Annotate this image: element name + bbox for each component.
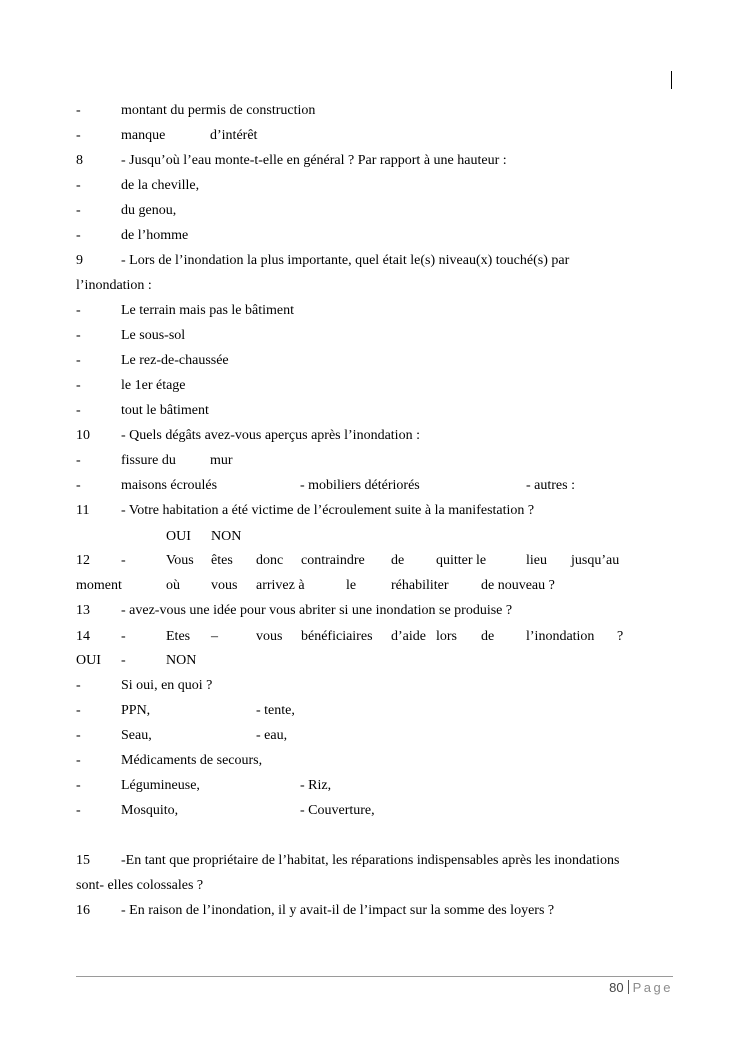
line-12-text: le 1er étage [121, 378, 186, 393]
line-12-marker: - [76, 378, 81, 393]
line-16-text: - mobiliers détériorés [300, 478, 420, 493]
line-15-text: fissure du [121, 453, 176, 468]
text-cursor-mark [671, 71, 672, 89]
line-13-text: tout le bâtiment [121, 403, 209, 418]
line-28-text: Légumineuse, [121, 778, 200, 793]
line-30-marker: 15 [76, 853, 90, 868]
line-29-text: Mosquito, [121, 803, 179, 818]
line-13-marker: - [76, 403, 81, 418]
line-22-text: – [211, 629, 218, 644]
line-25-text: PPN, [121, 703, 151, 718]
line-28-text: - Riz, [300, 778, 332, 793]
line-30-text: -En tant que propriétaire de l’habitat, les réparations indispensables après les inondations [121, 853, 620, 868]
line-27-marker: - [76, 753, 81, 768]
line-11-text: Le rez-de-chaussée [121, 353, 229, 368]
line-20-text: de nouveau ? [481, 578, 555, 593]
line-32-marker: 16 [76, 903, 90, 918]
page-footer [609, 980, 673, 995]
line-27-text: Médicaments de secours, [121, 753, 263, 768]
line-19-text: jusqu’au [571, 553, 620, 568]
line-28-marker: - [76, 778, 81, 793]
line-19-text: quitter le [436, 553, 487, 568]
line-11-marker: - [76, 353, 81, 368]
footer-divider [76, 976, 673, 977]
line-22-text: d’aide [391, 629, 426, 644]
line-19-text: contraindre [301, 553, 365, 568]
line-20-marker: moment [76, 578, 122, 593]
line-9-text: Le terrain mais pas le bâtiment [121, 303, 294, 318]
line-19-text: de [391, 553, 405, 568]
line-17-text: - Votre habitation a été victime de l’écroulement suite à la manifestation ? [121, 503, 535, 518]
line-22-text: - [121, 629, 126, 644]
line-19-text: donc [256, 553, 284, 568]
line-19-text: êtes [211, 553, 233, 568]
line-19-text: Vous [166, 553, 194, 568]
line-25-marker: - [76, 703, 81, 718]
line-8-marker: l’inondation : [76, 278, 152, 293]
line-22-marker: 14 [76, 629, 90, 644]
line-22-text: l’inondation [526, 629, 595, 644]
line-22-text: de [481, 629, 495, 644]
line-3-text: - Jusqu’où l’eau monte-t-elle en général ? Par rapport à une hauteur : [121, 153, 507, 168]
line-23-marker: OUI [76, 653, 101, 668]
line-23-text: NON [166, 653, 197, 668]
line-7-marker: 9 [76, 253, 83, 268]
line-6-text: de l’homme [121, 228, 189, 243]
line-5-marker: - [76, 203, 81, 218]
line-16-text: maisons écroulés [121, 478, 218, 493]
line-26-text: Seau, [121, 728, 152, 743]
line-16-text: - autres : [526, 478, 575, 493]
line-4-marker: - [76, 178, 81, 193]
line-6-marker: - [76, 228, 81, 243]
line-18-text: NON [211, 529, 242, 544]
line-7-text: - Lors de l’inondation la plus importante, quel était le(s) niveau(x) touché(s) par [121, 253, 570, 268]
line-29-text: - Couverture, [300, 803, 375, 818]
line-1-text: montant du permis de construction [121, 103, 316, 118]
line-5-text: du genou, [121, 203, 177, 218]
line-21-marker: 13 [76, 603, 90, 618]
line-1-marker: - [76, 103, 81, 118]
line-17-marker: 11 [76, 503, 90, 518]
line-26-marker: - [76, 728, 81, 743]
line-19-text: - [121, 553, 126, 568]
line-29-marker: - [76, 803, 81, 818]
line-25-text: - tente, [256, 703, 295, 718]
line-19-marker: 12 [76, 553, 90, 568]
line-14-text: - Quels dégâts avez-vous aperçus après l’inondation : [121, 428, 420, 443]
line-23-text: - [121, 653, 126, 668]
page-label: Page [632, 980, 673, 995]
line-2-text: d’intérêt [210, 128, 258, 143]
line-20-text: arrivez à [256, 578, 305, 593]
line-22-text: ? [617, 629, 624, 644]
line-15-text: mur [210, 453, 233, 468]
line-18-marker: OUI [166, 529, 191, 544]
line-4-text: de la cheville, [121, 178, 200, 193]
line-3-marker: 8 [76, 153, 83, 168]
line-10-marker: - [76, 328, 81, 343]
line-24-text: Si oui, en quoi ? [121, 678, 213, 693]
line-26-text: - eau, [256, 728, 288, 743]
line-16-marker: - [76, 478, 81, 493]
line-20-text: réhabiliter [391, 578, 449, 593]
line-14-marker: 10 [76, 428, 90, 443]
line-2-marker: - [76, 128, 81, 143]
line-22-text: lors [436, 629, 457, 644]
line-22-text: vous [256, 629, 283, 644]
line-22-text: bénéficiaires [301, 629, 373, 644]
line-20-text: vous [211, 578, 238, 593]
line-19-text: lieu [526, 553, 547, 568]
page-number: 80 [609, 980, 624, 995]
line-10-text: Le sous-sol [121, 328, 186, 343]
line-22-text: Etes [166, 629, 191, 644]
line-2-text: manque [121, 128, 166, 143]
line-31-marker: sont- elles colossales ? [76, 878, 204, 893]
line-9-marker: - [76, 303, 81, 318]
line-20-text: le [346, 578, 357, 593]
line-20-text: où [166, 578, 180, 593]
line-15-marker: - [76, 453, 81, 468]
line-21-text: - avez-vous une idée pour vous abriter si une inondation se produise ? [121, 603, 513, 618]
footer-separator [628, 980, 629, 994]
line-24-marker: - [76, 678, 81, 693]
line-32-text: - En raison de l’inondation, il y avait-il de l’impact sur la somme des loyers ? [121, 903, 555, 918]
